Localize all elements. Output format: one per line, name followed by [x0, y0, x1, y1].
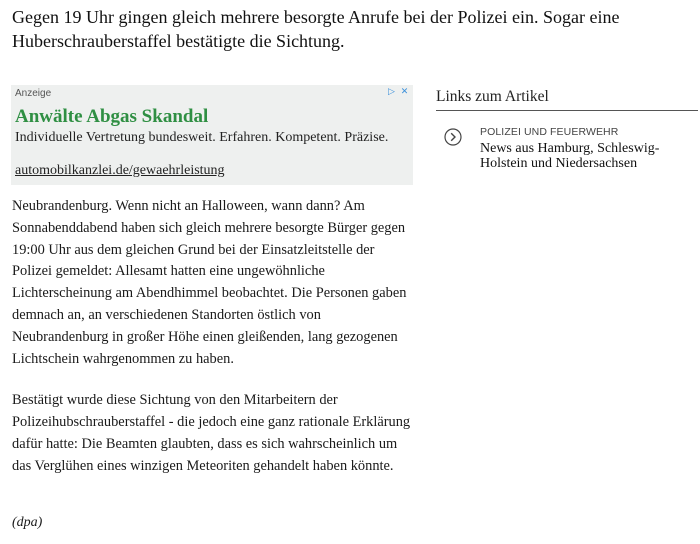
adchoices-icon[interactable]: ▷ [388, 87, 395, 97]
article-paragraph-2: Bestätigt wurde diese Sichtung von den Mitarbeitern der Polizeihubschrauberstaffel - die jedoch eine ganz rationale Erklärung dafür hatte: Die Beamten glaubten, dass es sich wahrscheinlich um das Verglühen eines winzigen Meteoriten gehandelt haben könnte. [12, 392, 411, 474]
advertisement[interactable] [11, 85, 413, 185]
article-lede: Gegen 19 Uhr gingen gleich mehrere besorgte Anrufe bei der Polizei ein. Sogar eine Huberschrauberstaffel bestätigte die Sichtung. [12, 7, 620, 51]
sidebar-title: Links zum Artikel [436, 88, 549, 105]
sidebar-link-polizei-feuerwehr[interactable] [444, 126, 694, 176]
ad-title-link[interactable]: Anwälte Abgas Skandal [15, 106, 209, 127]
close-icon[interactable]: ✕ [400, 87, 409, 97]
ad-description: Individuelle Vertretung bundesweit. Erfahren. Kompetent. Präzise. [15, 130, 389, 145]
ad-label: Anzeige [15, 88, 52, 99]
sidebar-divider [436, 110, 698, 111]
article-body [12, 196, 414, 478]
article-source: (dpa) [12, 515, 43, 530]
sidebar-link-category: POLIZEI UND FEUERWEHR [480, 126, 619, 138]
chevron-right-circle-icon [444, 128, 462, 146]
article-paragraph-1: Neubrandenburg. Wenn nicht an Halloween, wann dann? Am Sonnabenddabend haben sich gleich mehrere besorgte Bürger gegen 19:00 Uhr aus dem gleichen Grund bei der Einsatzleitstelle der Polizei gemeldet: Allesamt hatten eine ungewöhnliche Lichterscheinung am Abendhimmel beobachtet. Die Personen gaben demnach an, an verschiedenen Standorten östlich von Neubrandenburg in großer Höhe einen gleißenden, lang gezogenen Lichtschein wahrgenommen zu haben. [12, 198, 407, 367]
ad-url-link[interactable]: automobilkanzlei.de/gewaehrleistung [15, 163, 225, 178]
ad-controls [386, 87, 410, 98]
sidebar-link-text[interactable]: News aus Hamburg, Schleswig-Holstein und Niedersachsen [480, 141, 660, 171]
